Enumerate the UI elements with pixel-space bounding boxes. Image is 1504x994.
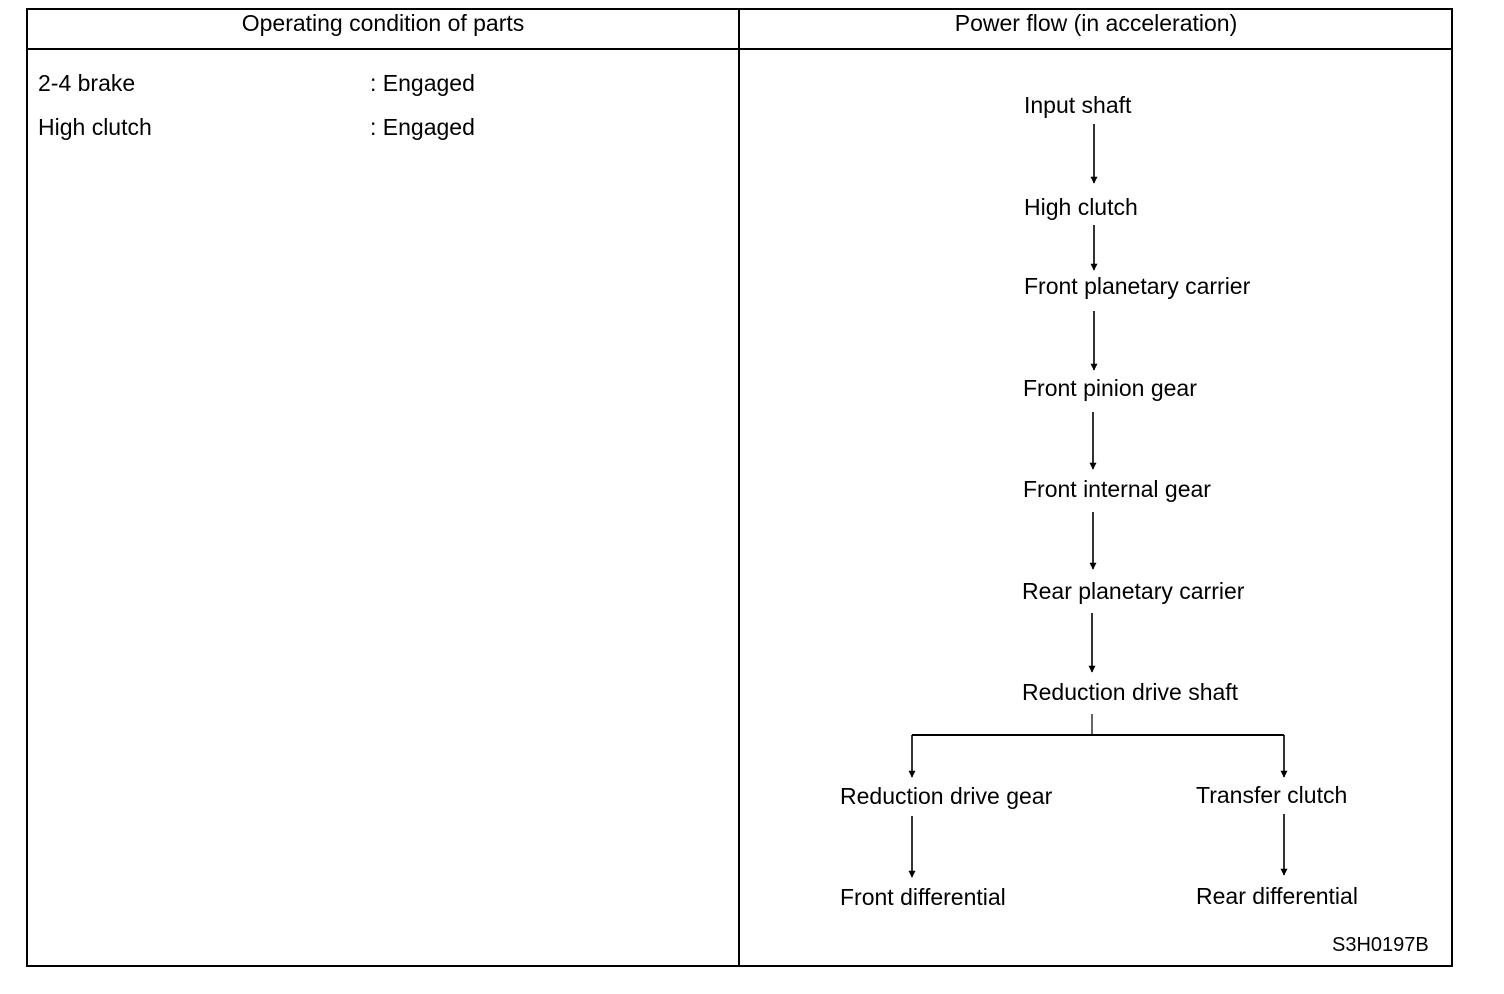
figure-code: S3H0197B: [1332, 934, 1429, 956]
condition-part-1: 2-4 brake: [38, 70, 136, 96]
flow-node-input-shaft: Input shaft: [1024, 92, 1132, 118]
flow-node-front-pinion-gear: Front pinion gear: [1023, 375, 1197, 401]
flow-node-front-planetary-carrier: Front planetary carrier: [1024, 273, 1251, 299]
flow-node-front-internal-gear: Front internal gear: [1023, 476, 1211, 502]
flow-node-front-differential: Front differential: [840, 884, 1006, 910]
header-operating-condition: Operating condition of parts: [241, 10, 525, 36]
flow-node-high-clutch: High clutch: [1024, 194, 1138, 220]
flow-node-transfer-clutch: Transfer clutch: [1196, 782, 1348, 808]
condition-state-1: : Engaged: [370, 70, 475, 96]
flow-node-rear-differential: Rear differential: [1196, 883, 1358, 909]
flow-node-reduction-drive-gear: Reduction drive gear: [840, 783, 1053, 809]
flow-node-reduction-drive-shaft: Reduction drive shaft: [1022, 679, 1239, 705]
condition-state-2: : Engaged: [370, 114, 475, 140]
flow-node-rear-planetary-carrier: Rear planetary carrier: [1022, 578, 1245, 604]
header-power-flow: Power flow (in acceleration): [954, 10, 1238, 36]
condition-part-2: High clutch: [38, 114, 152, 140]
